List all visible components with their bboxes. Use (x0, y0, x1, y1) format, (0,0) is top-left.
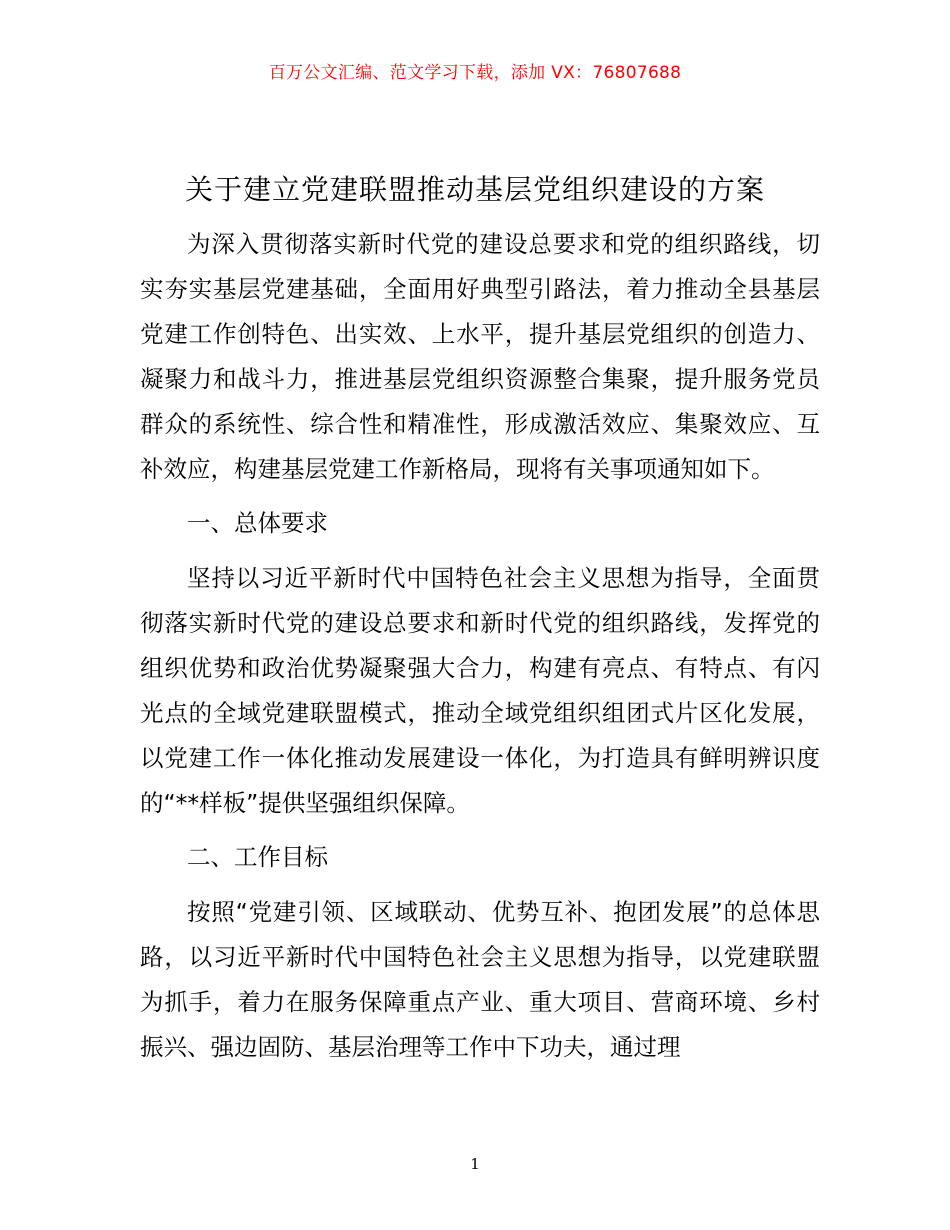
watermark-header-note: 百万公文汇编、范文学习下载，添加 VX：76807688 (268, 63, 682, 83)
section-heading-work-goals: 二、工作目标 (187, 843, 328, 871)
intro-paragraph: 为深入贯彻落实新时代党的建设总要求和党的组织路线，切实夯实基层党建基础，全面用好典型引路法，着力推动全县基层党建工作创特色、出实效、上水平，提升基层党组织的创造力、凝聚力和战斗力，推进基层党组织资源整合集聚，提升服务党员群众的系统性、综合性和精准性，形成激活效应、集聚效应、互补效应，构建基层党建工作新格局，现将有关事项通知如下。 (140, 230, 820, 483)
section-paragraph-work-goals: 按照“党建引领、区域联动、优势互补、抱团发展”的总体思路，以习近平新时代中国特色社会主义思想为指导，以党建联盟为抓手，着力在服务保障重点产业、重大项目、营商环境、乡村振兴、强边固防、基层治理等工作中下功夫，通过理 (140, 898, 820, 1061)
section-paragraph-general-requirements: 坚持以习近平新时代中国特色社会主义思想为指导，全面贯彻落实新时代党的建设总要求和新时代党的组织路线，发挥党的组织优势和政治优势凝聚强大合力，构建有亮点、有特点、有闪光点的全域党建联盟模式，推动全域党组织组团式片区化发展，以党建工作一体化推动发展建设一体化，为打造具有鲜明辨识度的“**样板”提供坚强组织保障。 (140, 564, 820, 817)
document-title: 关于建立党建联盟推动基层党组织建设的方案 (184, 173, 765, 206)
document-body (140, 222, 820, 1070)
page-number: 1 (470, 1155, 480, 1173)
section-heading-general-requirements: 一、总体要求 (187, 509, 328, 537)
